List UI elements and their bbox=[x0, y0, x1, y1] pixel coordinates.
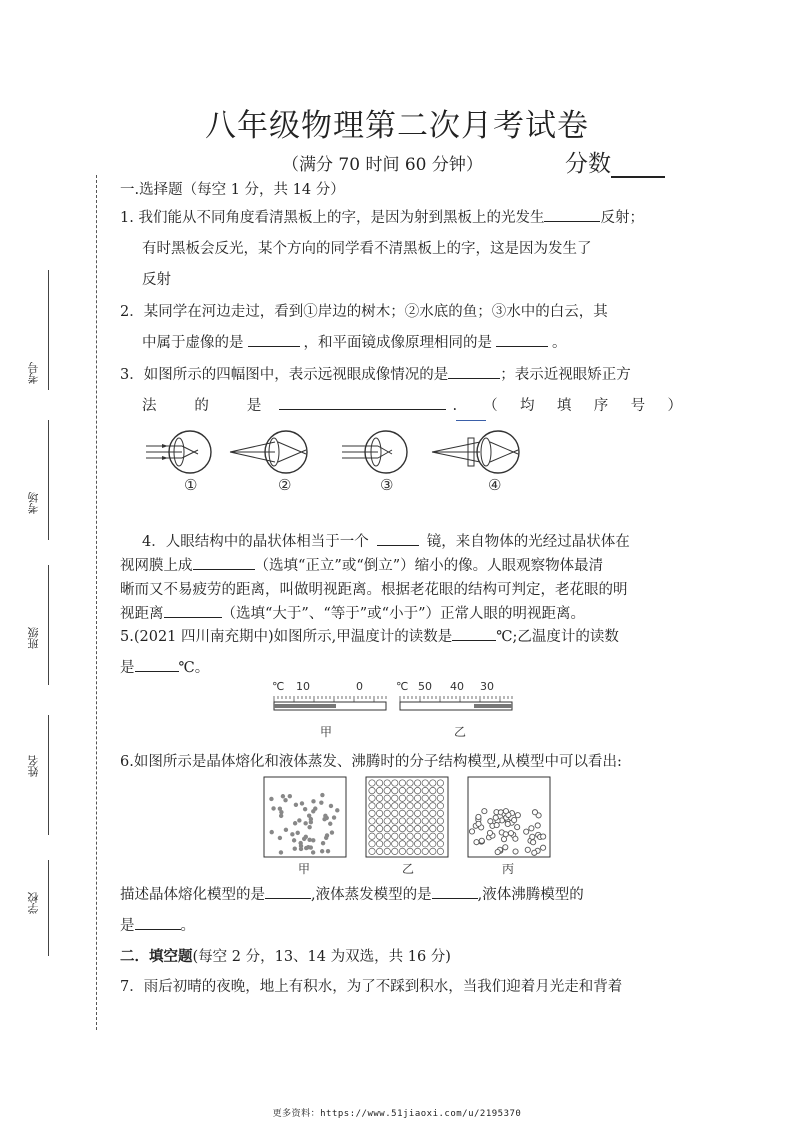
footer-link[interactable]: 更多资料：https://www.51jiaoxi.com/u/2195370 bbox=[272, 1109, 522, 1119]
molecule-dot bbox=[281, 794, 285, 798]
molecule-dot bbox=[515, 813, 520, 818]
molecule-dot bbox=[476, 814, 481, 819]
molecule-dot bbox=[474, 840, 479, 845]
molecule-dot bbox=[488, 819, 493, 824]
molecule-dot bbox=[279, 810, 283, 814]
molecule-dot bbox=[513, 836, 518, 841]
question-5: 5.(2021 四川南充期中)如图所示,甲温度计的读数是 ℃;乙温度计的读数 是 ℃。 bbox=[120, 622, 682, 684]
answer-blank[interactable] bbox=[135, 915, 181, 930]
side-label: 姓名 bbox=[27, 755, 40, 777]
answer-blank[interactable] bbox=[279, 395, 446, 410]
answer-blank[interactable] bbox=[432, 884, 478, 899]
exam-info: （满分 70 时间 60 分钟） bbox=[282, 155, 483, 175]
molecule-dot bbox=[290, 832, 294, 836]
molecule-dot bbox=[322, 817, 326, 821]
side-field-name[interactable] bbox=[22, 715, 66, 835]
molecule-dot bbox=[293, 847, 297, 851]
question-2: 2．某同学在河边走过，看到①岸边的树木；②水底的鱼；③水中的白云，其 中属于虚像的是 ，和平面镜成像原理相同的是 。 bbox=[120, 304, 608, 351]
molecule-dot bbox=[541, 834, 546, 839]
answer-blank[interactable] bbox=[164, 603, 222, 618]
molecule-dot bbox=[532, 810, 537, 815]
molecule-dot bbox=[328, 822, 332, 826]
side-field-school[interactable] bbox=[22, 860, 66, 980]
molecule-dot bbox=[320, 849, 324, 853]
molecule-dot bbox=[330, 830, 334, 834]
eye-diagram-4 bbox=[432, 431, 519, 473]
question-6-intro: 6.如图所示是晶体熔化和液体蒸发、沸腾时的分子结构模型,从模型中可以看出: bbox=[120, 754, 622, 770]
molecule-dot bbox=[476, 821, 481, 826]
molecule-dot bbox=[307, 838, 311, 842]
answer-blank[interactable] bbox=[496, 332, 548, 347]
molecule-dot bbox=[283, 798, 287, 802]
thermo-jia-tick: 0 bbox=[356, 680, 363, 693]
model-label-bing: 丙 bbox=[502, 862, 515, 875]
molecule-dot bbox=[329, 804, 333, 808]
model-boiling bbox=[468, 777, 550, 857]
underline-mark bbox=[456, 420, 486, 421]
side-field-exam-room[interactable] bbox=[22, 420, 66, 540]
side-field-exam-number[interactable] bbox=[22, 270, 66, 390]
eye-diagram-3 bbox=[342, 431, 407, 473]
molecule-dot bbox=[513, 849, 518, 854]
eye-label-1: ① bbox=[184, 476, 198, 494]
eye-label-4: ④ bbox=[488, 476, 502, 494]
answer-blank[interactable] bbox=[452, 626, 496, 641]
thermo-jia-label: 甲 bbox=[320, 725, 333, 739]
thermo-yi-unit: ℃ bbox=[396, 680, 409, 693]
molecule-dot bbox=[311, 850, 315, 854]
molecule-dot bbox=[278, 836, 282, 840]
molecule-dot bbox=[288, 794, 292, 798]
page-title: 八年级物理第二次月考试卷 bbox=[205, 108, 589, 144]
question-4: 4．人眼结构中的晶状体相当于一个 镜，来自物体的光经过晶状体在 视网膜上成 （选填“正立”或“倒立”）缩小的像。人眼观察物体最清 晰而又不易疲劳的距离，叫做明视距离。根据老花眼的结构可判定，老花眼的明 视距离 （选填“大于”、“等于”或“小于”）正常人眼的明视距离。 bbox=[120, 530, 682, 626]
molecule-dot bbox=[309, 817, 313, 821]
molecule-dot bbox=[292, 838, 296, 842]
thermo-yi-label: 乙 bbox=[454, 725, 467, 739]
binding-dashed-line bbox=[96, 175, 97, 1030]
molecule-dot bbox=[284, 828, 288, 832]
answer-blank[interactable] bbox=[248, 332, 300, 347]
side-label: 学校 bbox=[27, 892, 40, 914]
molecule-dot bbox=[535, 823, 540, 828]
answer-blank[interactable] bbox=[377, 531, 419, 546]
eye-diagram-1 bbox=[146, 431, 211, 473]
molecule-dot bbox=[525, 847, 530, 852]
molecule-dot bbox=[294, 803, 298, 807]
molecule-dot bbox=[319, 800, 323, 804]
molecule-dot bbox=[515, 825, 520, 830]
molecule-dot bbox=[503, 809, 508, 814]
molecule-dot bbox=[270, 830, 274, 834]
eye-label-3: ③ bbox=[380, 476, 394, 494]
molecule-dot bbox=[299, 847, 303, 851]
question-3: 3．如图所示的四幅图中，表示远视眼成像情况的是 ；表示近视眼矫正方 法 的 是 . （ 均 填 序 号 ） bbox=[120, 360, 682, 422]
molecule-dot bbox=[503, 845, 508, 850]
molecule-dot bbox=[332, 815, 336, 819]
molecule-dot bbox=[503, 832, 508, 837]
molecule-dot bbox=[529, 826, 534, 831]
molecule-dot bbox=[298, 841, 302, 845]
molecule-dot bbox=[524, 829, 529, 834]
molecule-dot bbox=[469, 829, 474, 834]
question-1: 1. 我们能从不同角度看清黑板上的字，是因为射到黑板上的光发生 反射； 有时黑板会反光，某个方向的同学看不清黑板上的字，这是因为发生了 反射 bbox=[120, 203, 682, 296]
molecule-dot bbox=[494, 822, 499, 827]
thermo-jia-tick: 10 bbox=[296, 680, 310, 693]
thermo-yi-tick: 40 bbox=[450, 680, 464, 693]
molecule-dot bbox=[482, 809, 487, 814]
answer-blank[interactable] bbox=[544, 207, 600, 222]
molecule-dot bbox=[326, 849, 330, 853]
side-label: 班级 bbox=[27, 627, 40, 649]
molecular-models-figure bbox=[262, 775, 552, 875]
eye-label-2: ② bbox=[278, 476, 292, 494]
molecule-dot bbox=[300, 801, 304, 805]
answer-blank[interactable] bbox=[193, 555, 255, 570]
score-field bbox=[565, 145, 665, 178]
molecule-dot bbox=[541, 845, 546, 850]
molecule-dot bbox=[279, 850, 283, 854]
molecule-dot bbox=[269, 797, 273, 801]
molecule-dot bbox=[495, 849, 500, 854]
molecule-dot bbox=[311, 799, 315, 803]
molecule-dot bbox=[501, 837, 506, 842]
section-2-heading: 二．填空题(每空 2 分，13、14 为双选，共 16 分) bbox=[120, 948, 451, 965]
molecule-dot bbox=[320, 793, 324, 797]
molecule-dot bbox=[304, 835, 308, 839]
side-label: 考场 bbox=[27, 492, 40, 514]
molecule-dot bbox=[311, 809, 315, 813]
section-heading: 一.选择题（每空 1 分，共 14 分） bbox=[120, 182, 345, 198]
molecule-dot bbox=[304, 846, 308, 850]
eye-diagram-2 bbox=[230, 431, 307, 473]
thermometer-yi bbox=[400, 696, 512, 710]
thermo-jia-unit: ℃ bbox=[272, 680, 285, 693]
molecule-dot bbox=[532, 850, 537, 855]
molecule-dot bbox=[303, 821, 307, 825]
thermo-yi-tick: 50 bbox=[418, 680, 432, 693]
answer-blank[interactable] bbox=[135, 657, 179, 672]
model-label-jia: 甲 bbox=[298, 862, 311, 875]
molecule-dot bbox=[508, 831, 513, 836]
answer-blank[interactable] bbox=[265, 884, 311, 899]
molecule-dot bbox=[487, 830, 492, 835]
thermo-yi-tick: 30 bbox=[480, 680, 494, 693]
thermometer-jia bbox=[274, 696, 386, 710]
molecule-dot bbox=[479, 838, 484, 843]
question-7: 7．雨后初晴的夜晚，地上有积水，为了不踩到积水，当我们迎着月光走和背着 bbox=[120, 979, 623, 995]
molecule-dot bbox=[335, 808, 339, 812]
molecule-dot bbox=[303, 807, 307, 811]
side-label: 考号 bbox=[27, 362, 40, 384]
side-field-class[interactable] bbox=[22, 565, 66, 685]
thermometers-figure bbox=[268, 678, 528, 742]
question-6-answers: 描述晶体熔化模型的是 ,液体蒸发模型的是 ,液体沸腾模型的 是 。 bbox=[120, 880, 682, 942]
score-label: 分数 bbox=[565, 151, 611, 177]
molecule-dot bbox=[293, 821, 297, 825]
answer-blank[interactable] bbox=[448, 364, 500, 379]
molecule-dot bbox=[512, 817, 517, 822]
eye-diagrams-figure bbox=[142, 428, 542, 498]
molecule-dot bbox=[531, 840, 536, 845]
molecule-dot bbox=[505, 821, 510, 826]
model-melting bbox=[264, 777, 346, 857]
molecule-dot bbox=[493, 815, 498, 820]
molecule-dot bbox=[307, 825, 311, 829]
molecule-dot bbox=[297, 818, 301, 822]
molecule-dot bbox=[321, 841, 325, 845]
model-evaporation bbox=[366, 777, 448, 857]
molecule-dot bbox=[530, 834, 535, 839]
molecule-dot bbox=[296, 831, 300, 835]
molecule-dot bbox=[271, 806, 275, 810]
model-label-yi: 乙 bbox=[402, 862, 415, 875]
molecule-dot bbox=[325, 833, 329, 837]
